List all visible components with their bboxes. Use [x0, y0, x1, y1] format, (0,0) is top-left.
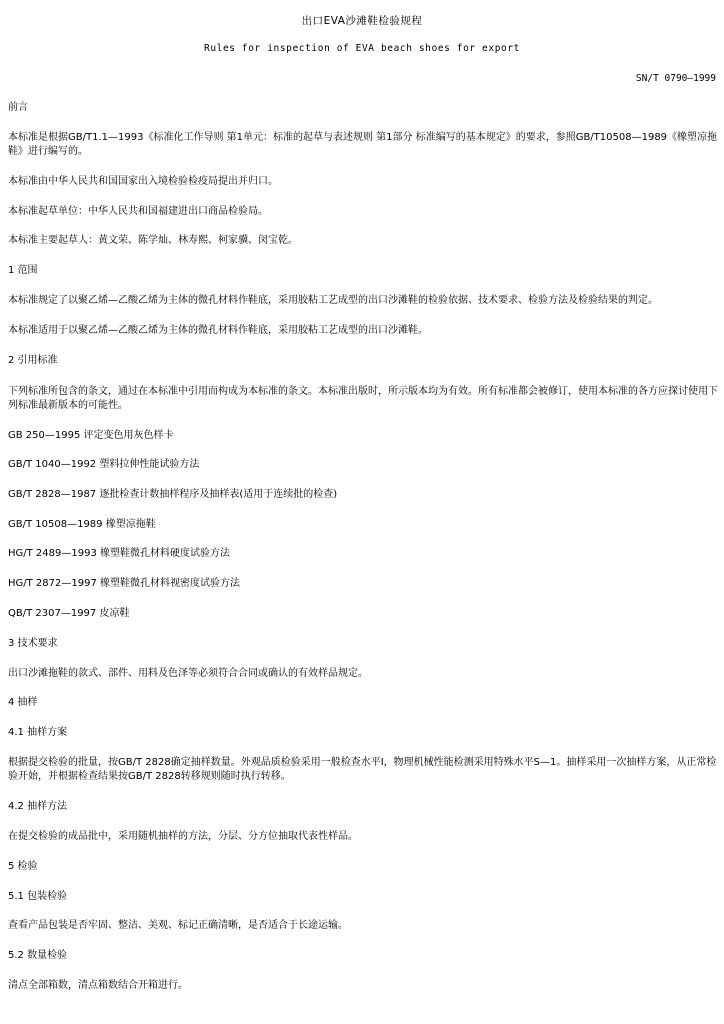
foreword-paragraph-1: 本标准是根据GB/T1.1—1993《标准化工作导则 第1单元：标准的起草与表述规则 第1部分 标准编写的基本规定》的要求，参照GB/T10508—1989《橡塑凉拖鞋》进行编写的。: [8, 132, 718, 157]
section-5-1-paragraph-1: 查看产品包装是否牢固、整洁、美观、标记正确清晰，是否适合于长途运输。: [8, 920, 348, 931]
section-1-paragraph-1: 本标准规定了以聚乙烯—乙酸乙烯为主体的微孔材料作鞋底，采用胶粘工艺成型的出口沙滩鞋的检验依据、技术要求、检验方法及检验结果的判定。: [8, 295, 658, 306]
standard-number: SN/T 0790—1999: [635, 73, 716, 84]
reference-item: GB/T 10508—1989 橡塑凉拖鞋: [8, 519, 156, 530]
section-3-paragraph-1: 出口沙滩拖鞋的款式、部件、用料及色泽等必须符合合同或确认的有效样品规定。: [8, 668, 368, 679]
document-title: 出口EVA沙滩鞋检验规程: [301, 15, 423, 27]
section-2-paragraph-1: 下列标准所包含的条文，通过在本标准中引用而构成为本标准的条文。本标准出版时，所示版本均为有效。所有标准都会被修订，使用本标准的各方应探讨使用下列标准最新版本的可能性。: [8, 386, 718, 411]
section-3-heading: 3 技术要求: [8, 638, 58, 649]
section-5-1-heading: 5.1 包装检验: [8, 891, 68, 902]
section-4-heading: 4 抽样: [8, 697, 38, 708]
document-subtitle: Rules for inspection of EVA beach shoes for export: [204, 43, 520, 54]
section-5-2-paragraph-1: 清点全部箱数，清点箱数结合开箱进行。: [8, 980, 188, 991]
reference-item: QB/T 2307—1997 皮凉鞋: [8, 608, 130, 619]
reference-item: GB/T 2828—1987 逐批检查计数抽样程序及抽样表(适用于连续批的检查): [8, 489, 338, 500]
section-5-heading: 5 检验: [8, 861, 38, 872]
section-4-2-paragraph-1: 在提交检验的成品批中，采用随机抽样的方法，分层、分方位抽取代表性样品。: [8, 831, 358, 842]
foreword-paragraph-4: 本标准主要起草人：黄文荣、陈学灿、林寿熙、柯家骥、闵宝乾。: [8, 235, 298, 246]
reference-item: GB/T 1040—1992 塑料拉伸性能试验方法: [8, 459, 200, 470]
foreword-paragraph-3: 本标准起草单位：中华人民共和国福建进出口商品检验局。: [8, 206, 268, 217]
section-4-2-heading: 4.2 抽样方法: [8, 801, 68, 812]
section-1-heading: 1 范围: [8, 265, 38, 276]
reference-item: HG/T 2489—1993 橡塑鞋微孔材料硬度试验方法: [8, 548, 231, 559]
section-5-2-heading: 5.2 数量检验: [8, 950, 68, 961]
section-2-heading: 2 引用标准: [8, 355, 58, 366]
reference-item: GB 250—1995 评定变色用灰色样卡: [8, 430, 174, 441]
section-1-paragraph-2: 本标准适用于以聚乙烯—乙酸乙烯为主体的微孔材料作鞋底，采用胶粘工艺成型的出口沙滩鞋。: [8, 325, 428, 336]
foreword-paragraph-2: 本标准由中华人民共和国国家出入境检验检疫局提出并归口。: [8, 176, 278, 187]
reference-item: HG/T 2872—1997 橡塑鞋微孔材料视密度试验方法: [8, 578, 241, 589]
section-4-1-heading: 4.1 抽样方案: [8, 727, 68, 738]
section-4-1-paragraph-1: 根据提交检验的批量，按GB/T 2828确定抽样数量。外观品质检验采用一般检查水平I，物理机械性能检测采用特殊水平S—1。抽样采用一次抽样方案，从正常检验开始，并根据检查结果按GB/T 2828转移规则随时执行转移。: [8, 757, 717, 782]
foreword-heading: 前言: [8, 102, 28, 113]
